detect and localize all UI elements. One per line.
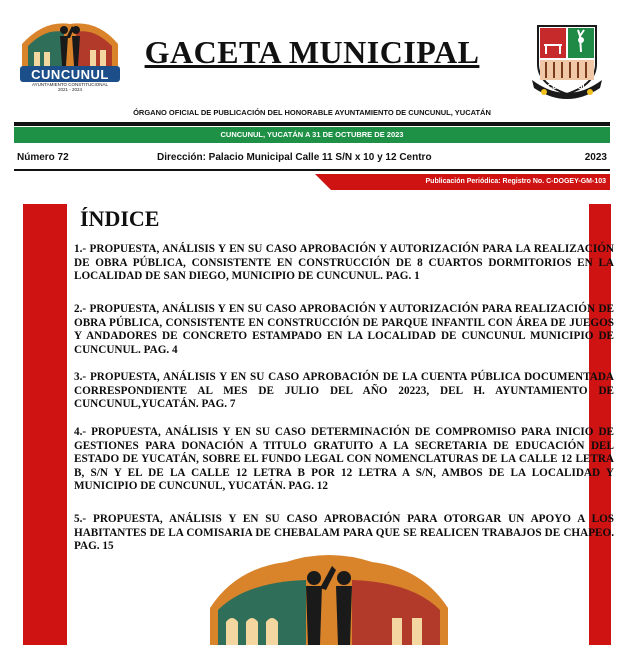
- divider-bottom: [14, 169, 610, 171]
- issue-info-row: [17, 152, 607, 166]
- page-title: GACETA MUNICIPAL: [144, 34, 480, 70]
- left-red-bar: [23, 204, 67, 645]
- index-heading: ÍNDICE: [80, 206, 160, 231]
- logo-left-name: CUNCUNUL: [31, 67, 109, 82]
- organ-subtitle: ÓRGANO OFICIAL DE PUBLICACIÓN DEL HONORABLE AYUNTAMIENTO DE CUNCUNUL, YUCATÁN: [133, 108, 491, 117]
- index-item-2: 2.- PROPUESTA, ANÁLISIS Y EN SU CASO APROBACIÓN Y AUTORIZACIÓN PARA REALIZACIÓN DE OBRA PÚBLICA, CONSISTENTE EN CONSTRUCCIÓN DE PARQUE INFANTIL CON ÁREA DE JUEGOS Y ANDADORES DE CONCRETO ESTAMPADO EN LA LOCALIDAD DE CUNCUNUL MUNICIPIO DE CUNCUNUL. PAG. 4: [74, 303, 614, 356]
- publication-registry: Publicación Periódica: Registro No. C-DOGEY-GM-103: [425, 178, 606, 185]
- date-banner: CUNCUNUL, YUCATÁN A 31 DE OCTUBRE DE 2023: [14, 127, 610, 143]
- divider-top: [14, 122, 610, 126]
- index-item-4: 4.- PROPUESTA, ANÁLISIS Y EN SU CASO DETERMINACIÓN DE COMPROMISO PARA INICIO DE GESTIONES PARA DONACIÓN A TITULO GRATUITO A LA SECRETARIA DE EDUCACIÓN DEL ESTADO DE YUCATÁN, SOBRE EL FUNDO LEGAL CON NOMENCLATURAS DE LA CALLE 12 LETRA B, S/N Y EL DE LA CALLE 12 LETRA B POR 12 LETRA A S/N, AMBOS DE LA LOCALIDAD Y MUNICIPIO DE CUNCUNUL, YUCATÁN. PAG. 12: [74, 426, 614, 493]
- municipal-emblem-illustration: [196, 548, 462, 645]
- index-item-5: 5.- PROPUESTA, ANÁLISIS Y EN SU CASO APROBACIÓN PARA OTORGAR UN APOYO A LOS HABITANTES DE LA COMISARIA DE CHEBALAM PARA QUE SE REALICEN TRABAJOS DE CHAPEO. PAG. 15: [74, 513, 614, 553]
- index-item-1: 1.- PROPUESTA, ANÁLISIS Y EN SU CASO APROBACIÓN Y AUTORIZACIÓN PARA LA REALIZACIÓN DE OBRA PÚBLICA, CONSISTENTE EN CONSTRUCCIÓN DE 8 CUARTOS DORMITORIOS EN LA LOCALIDAD DE SAN DIEGO, MUNICIPIO DE CUNCUNUL. PAG. 1: [74, 243, 614, 283]
- logo-left-caption: AYUNTAMIENTO CONSTITUCIONAL: [31, 82, 108, 87]
- issue-year: 2023: [584, 152, 607, 163]
- issue-number: Número 72: [17, 152, 69, 163]
- index-item-3: 3.- PROPUESTA, ANÁLISIS Y EN SU CASO APROBACIÓN DE LA CUENTA PÚBLICA DOCUMENTADA CORRESPONDIENTE AL MES DE JULIO DEL AÑO 20223, DEL H. AYUNTAMIENTO DE CUNCUNUL,YUCATÁN. PAG. 7: [74, 371, 614, 411]
- logo-right-name: CUNCUNUL: [547, 84, 587, 91]
- logo-left-years: 2021 - 2024: [57, 87, 83, 92]
- address-text: Dirección: Palacio Municipal Calle 11 S/N x 10 y 12 Centro: [157, 152, 432, 163]
- coat-of-arms-logo: [528, 22, 606, 102]
